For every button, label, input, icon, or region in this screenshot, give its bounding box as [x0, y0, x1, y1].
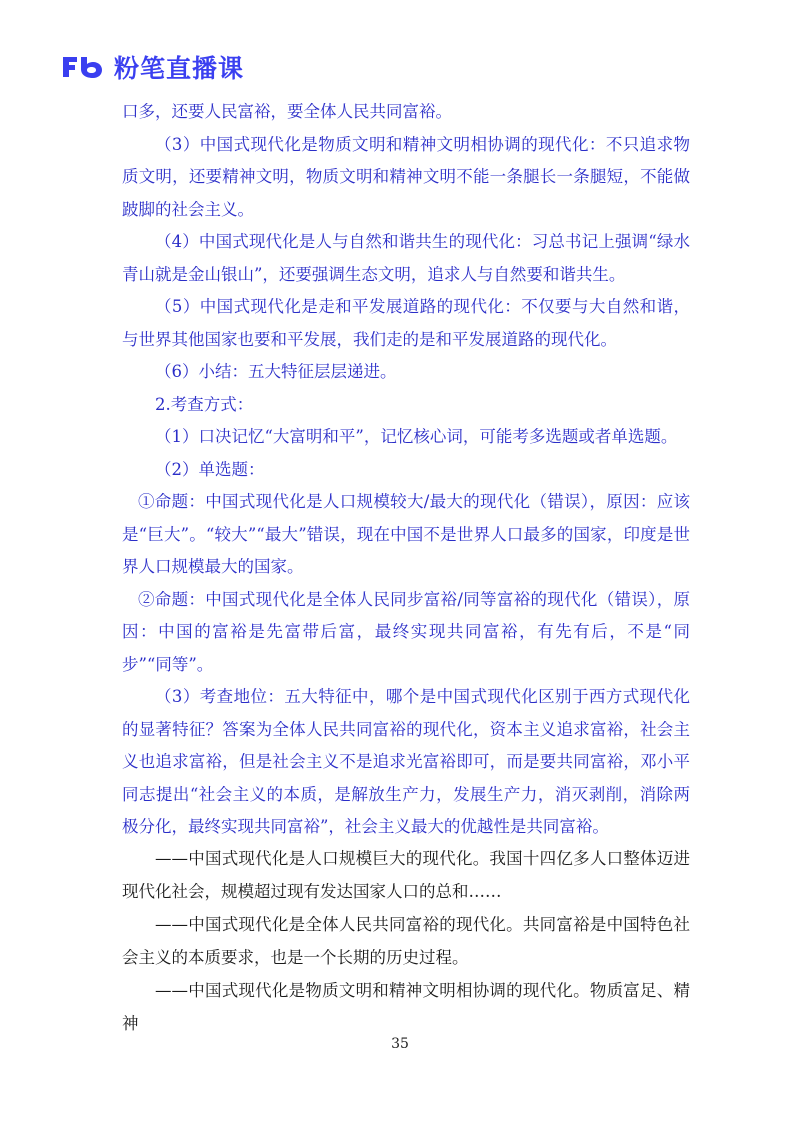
quoted-source-section: [122, 842, 690, 1040]
paragraph: （6）小结：五大特征层层递进。: [155, 362, 397, 381]
paragraph: ——中国式现代化是全体人民共同富裕的现代化。共同富裕是中国特色社会主义的本质要求，也是一个长期的历史过程。: [122, 915, 690, 967]
logo-text: 粉笔直播课: [114, 54, 245, 83]
paragraph: （1）口决记忆“大富明和平”，记忆核心词，可能考多选题或者单选题。: [155, 427, 678, 446]
paragraph: ①命题：中国式现代化是人口规模较大/最大的现代化（错误），原因：应该是“巨大”。“较大”“最大”错误，现在中国不是世界人口最多的国家，印度是世界人口规模最大的国家。: [122, 492, 690, 576]
paragraph: 2.考查方式：: [155, 394, 254, 414]
paragraph: （5）中国式现代化是走和平发展道路的现代化：不仅要与大自然和谐，与世界其他国家也要和平发展，我们走的是和平发展道路的现代化。: [122, 297, 690, 349]
page-number: 35: [391, 1036, 409, 1052]
paragraph: ——中国式现代化是人口规模巨大的现代化。我国十四亿多人口整体迈进现代化社会，规模超过现有发达国家人口的总和……: [122, 849, 690, 901]
blue-notes-section: [122, 96, 690, 844]
fb-logo-icon: [60, 54, 108, 80]
paragraph: （3）考查地位：五大特征中，哪个是中国式现代化区别于西方式现代化的显著特征？答案为全体人民共同富裕的现代化，资本主义追求富裕，社会主义也追求富裕，但是社会主义不是追求光富裕即可，而是要共同富裕，邓小平同志提出“社会主义的本质，是解放生产力，发展生产力，消灭剥削，消除两极分化，最终实现共同富裕”，社会主义最大的优越性是共同富裕。: [122, 687, 690, 836]
paragraph: ②命题：中国式现代化是全体人民同步富裕/同等富裕的现代化（错误），原因：中国的富裕是先富带后富，最终实现共同富裕，有先有后，不是“同步”“同等”。: [122, 589, 690, 674]
paragraph: （3）中国式现代化是物质文明和精神文明相协调的现代化：不只追求物质文明，还要精神文明，物质文明和精神文明不能一条腿长一条腿短，不能做跛脚的社会主义。: [122, 134, 690, 219]
paragraph: （4）中国式现代化是人与自然和谐共生的现代化：习总书记上强调“绿水青山就是金山银山”，还要强调生态文明，追求人与自然要和谐共生。: [122, 232, 690, 284]
paragraph: （2）单选题：: [155, 459, 265, 479]
paragraph: 口多，还要人民富裕，要全体人民共同富裕。: [122, 102, 452, 121]
paragraph: ——中国式现代化是物质文明和精神文明相协调的现代化。物质富足、精神: [122, 981, 690, 1033]
brand-logo: [60, 50, 244, 84]
